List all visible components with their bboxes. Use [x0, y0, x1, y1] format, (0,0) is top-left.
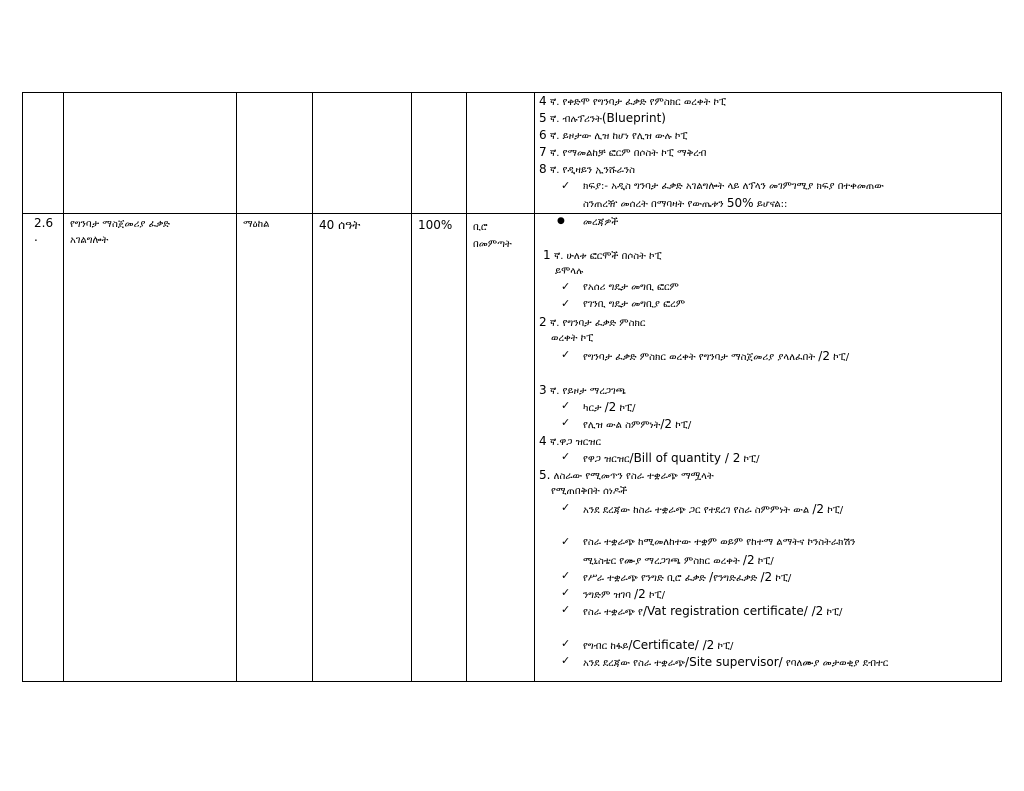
fee-note: ስንጠረዥ መሰረት በማባዛት የውጤቱን 50% ይሆናል:: — [583, 196, 788, 210]
requirement-line: 1 ኛ. ሁለቱ ፎርሞች በሶስት ኮፒ — [543, 248, 662, 262]
requirement-item: አንደ ደረጃው ከስራ ተቋራጭ ጋር የተደረገ የስራ ስምምነት ውል /2 ኮፒ/ — [583, 502, 844, 516]
table-cell — [23, 93, 64, 214]
service-percent: 100% — [418, 218, 453, 232]
requirement-line: 4 ኛ. የቀድሞ የግንባታ ፈቃድ የምስክር ወረቀት ኮፒ — [539, 94, 727, 108]
table-cell — [313, 93, 412, 214]
row-number: 2.6 — [34, 216, 54, 230]
row-number-suffix: . — [34, 230, 38, 244]
checkmark-icon: ✓ — [561, 348, 571, 361]
checkmark-icon: ✓ — [561, 535, 571, 548]
table-row — [23, 214, 1002, 682]
fee-note: ክፍያ:- አዲስ ግንባታ ፈቃድ አገልግሎት ላይ ለፕላን መገምገሚያ ክፍያ በተቀመጠው — [583, 181, 884, 192]
services-table — [22, 92, 1002, 682]
table-cell — [237, 93, 313, 214]
requirement-line: 4 ኛ.ዋጋ ዝርዝር — [539, 434, 602, 448]
service-name: አገልግሎት — [70, 235, 109, 246]
requirement-item: ንግድም ዝገባ /2 ኮፒ/ — [583, 587, 665, 601]
requirement-item: የአሰሪ ግዴታ መግቢ ፎርም — [583, 282, 679, 293]
checkmark-icon: ✓ — [561, 297, 571, 310]
service-place: በመምጣት — [473, 239, 512, 250]
service-name: የግንባታ ማስጀመሪያ ፈቃድ — [70, 219, 170, 230]
requirement-item: ካርታ /2 ኮፒ/ — [583, 400, 636, 414]
requirement-item: የዋጋ ዝርዝር/Bill of quantity / 2 ኮፒ/ — [583, 451, 760, 465]
checkmark-icon: ✓ — [561, 179, 571, 192]
requirement-line: 6 ኛ. ይዞታው ሊዝ ከሆነ የሊዝ ውሉ ኮፒ — [539, 128, 688, 142]
requirement-line: 8 ኛ. የዲዛይን ኢንሹራንስ — [539, 162, 635, 176]
checkmark-icon: ✓ — [561, 569, 571, 582]
checkmark-icon: ✓ — [561, 280, 571, 293]
service-place: ቢሮ — [473, 222, 488, 233]
requirement-line: 2 ኛ. የግንባታ ፈቃድ ምስክር — [539, 315, 646, 329]
service-level: ማዕከል — [243, 219, 270, 230]
service-place-cell — [467, 214, 535, 682]
checkmark-icon: ✓ — [561, 603, 571, 616]
requirement-item: የሥራ ተቋራጭ የንግድ ቢሮ ፈቃድ /የንግድፈቃድ /2 ኮፒ/ — [583, 570, 792, 584]
requirements-title: መረጃዎች — [583, 217, 619, 228]
checkmark-icon: ✓ — [561, 637, 571, 650]
checkmark-icon: ✓ — [561, 654, 571, 667]
service-name-cell — [64, 214, 237, 682]
checkmark-icon: ✓ — [561, 450, 571, 463]
table-cell — [412, 93, 467, 214]
requirement-item: የስራ ተቋራጭ የ/Vat registration certificate/ /2 ኮፒ/ — [583, 604, 843, 618]
requirement-item: አንደ ደረጃው የስራ ተቋራጭ/Site supervisor/ የባለሙያ መታወቂያ ደብተር — [583, 655, 889, 669]
requirement-item: ሚኒስቴር የሙያ ማረጋገጫ ምስክር ወረቀት /2 ኮፒ/ — [583, 553, 774, 567]
requirement-item: የስራ ተቋራጭ ከሚመለከተው ተቋም ወይም የከተማ ልማትና ኮንስትራክሽን — [583, 537, 856, 548]
requirement-line: ወረቀት ኮፒ — [551, 333, 594, 344]
checkmark-icon: ✓ — [561, 399, 571, 412]
requirement-item: የሊዝ ውል ስምምነት/2 ኮፒ/ — [583, 417, 692, 431]
requirements-cell — [535, 93, 1002, 214]
table-cell — [64, 93, 237, 214]
requirement-line: 7 ኛ. የማመልከቻ ፎርም በሶስት ኮፒ ማቅረብ — [539, 145, 707, 159]
requirement-line: 5 ኛ. ብሉፕሪንት(Blueprint) — [539, 111, 666, 125]
checkmark-icon: ✓ — [561, 586, 571, 599]
row-number-cell — [23, 214, 64, 682]
requirement-line: የሚጠበቅበት ሰነዶች — [551, 486, 628, 497]
requirement-line: ይሞላሉ — [555, 266, 584, 277]
service-level-cell — [237, 214, 313, 682]
requirement-item: የግብር ከፋይ/Certificate/ /2 ኮፒ/ — [583, 638, 734, 652]
requirement-line: 3 ኛ. የይዞታ ማረጋገጫ — [539, 383, 626, 397]
service-percent-cell — [412, 214, 467, 682]
table-cell — [467, 93, 535, 214]
requirement-item: የግንባታ ፈቃድ ምስክር ወረቀት የግንባታ ማስጀመሪያ ያላለፈበት /2 ኮፒ/ — [583, 349, 850, 363]
checkmark-icon: ✓ — [561, 416, 571, 429]
service-time-cell — [313, 214, 412, 682]
checkmark-icon: ✓ — [561, 501, 571, 514]
requirement-item: የገንቢ ግዴታ መግቢያ ፎረም — [583, 299, 686, 310]
requirement-line: 5. ለስራው የሚመጥን የስራ ተቋራጭ ማሟላት — [539, 468, 714, 482]
bullet-icon: ● — [557, 216, 565, 226]
requirements-cell — [535, 214, 1002, 682]
table-row — [23, 93, 1002, 214]
service-time: 40 ሰዓት — [319, 218, 361, 232]
